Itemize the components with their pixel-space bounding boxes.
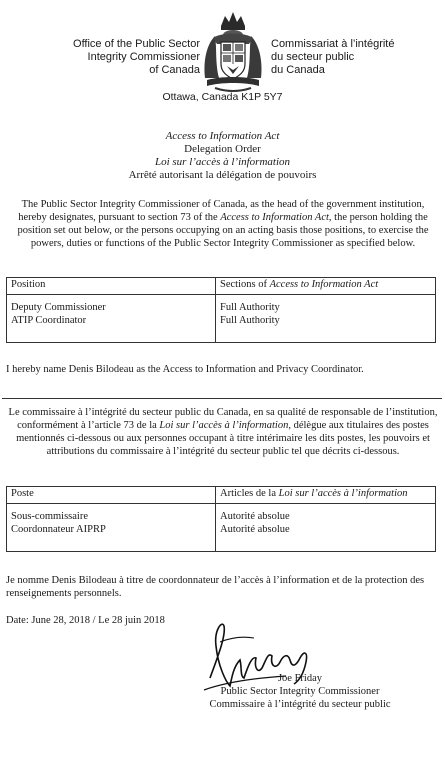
para-fr-act: Loi sur l’accès à l’information	[159, 420, 289, 431]
office-name-en-line: of Canada	[149, 64, 200, 76]
para-en-act: Access to Information Act	[220, 212, 329, 223]
office-name-fr-line: du secteur public	[271, 51, 355, 63]
document-date: Date: June 28, 2018 / Le 28 juin 2018	[6, 615, 165, 626]
coat-of-arms-icon	[201, 8, 265, 94]
authorities-cell	[216, 295, 436, 343]
document-titles	[0, 130, 445, 182]
position-item: Coordonnateur AIPRP	[11, 524, 106, 535]
delegation-table-fr	[6, 486, 436, 552]
title-order-fr: Arrêté autorisant la délégation de pouvoirs	[128, 169, 317, 181]
para-en-text-end: , the person holding the position set out below, or the persons occupying on an acting basis those positions, to exercise the powers, duties or functions of the Public Sector Integrity Commissioner as specified below.	[17, 212, 429, 249]
signatory-title-en: Public Sector Integrity Commissioner	[220, 686, 380, 697]
authority-item: Autorité absolue	[220, 524, 290, 535]
table-header-row	[7, 487, 436, 504]
column-header-sections	[216, 278, 436, 295]
para-fr-text: Le commissaire à l’intégrité du secteur public du Canada, en sa qualité de responsable de l’institution, conformément à l’article 73 de la	[8, 407, 438, 431]
coordinator-naming-fr: Je nomme Denis Bilodeau à titre de coordonnateur de l’accès à l’information et de la protection des renseignements personnels.	[6, 575, 425, 599]
delegation-table-en	[6, 277, 436, 343]
authority-item: Full Authority	[220, 302, 280, 313]
table-header-row	[7, 278, 436, 295]
title-act-fr: Loi sur l’accès à l’information	[154, 156, 291, 168]
title-act-en: Access to Information Act	[165, 130, 280, 142]
designation-paragraph-en	[8, 198, 438, 250]
column-header-act: Loi sur l’accès à l’information	[278, 488, 408, 499]
position-item: Sous-commissaire	[11, 511, 88, 522]
signatory-name: Joe Friday	[277, 673, 323, 684]
table-row	[7, 295, 436, 343]
coordinator-naming-en: I hereby name Denis Bilodeau as the Access to Information and Privacy Coordinator.	[6, 364, 364, 375]
column-header-position: Poste	[7, 487, 216, 504]
column-header-prefix: Articles de la	[220, 488, 279, 499]
office-name-fr	[271, 38, 431, 77]
positions-cell	[7, 295, 216, 343]
column-header-position: Position	[7, 278, 216, 295]
title-order-en: Delegation Order	[184, 143, 261, 155]
office-name-en-line: Integrity Commissioner	[87, 51, 200, 63]
column-header-prefix: Sections of	[220, 279, 270, 290]
positions-cell	[7, 504, 216, 552]
position-item: Deputy Commissioner	[11, 302, 106, 313]
signature-block	[200, 672, 400, 711]
table-row	[7, 504, 436, 552]
designation-paragraph-fr	[8, 406, 438, 458]
office-name-en	[40, 38, 200, 77]
office-name-fr-line: du Canada	[271, 64, 325, 76]
column-header-act: Access to Information Act	[269, 279, 379, 290]
office-name-fr-line: Commissariat à l’intégrité	[271, 38, 395, 50]
office-address: Ottawa, Canada K1P 5Y7	[162, 91, 283, 103]
column-header-sections	[216, 487, 436, 504]
office-name-en-line: Office of the Public Sector	[73, 38, 200, 50]
signatory-title-fr: Commissaire à l’intégrité du secteur public	[209, 699, 391, 710]
authority-item: Autorité absolue	[220, 511, 290, 522]
authorities-cell	[216, 504, 436, 552]
position-item: ATIP Coordinator	[11, 315, 87, 326]
section-divider	[2, 398, 442, 399]
para-en-text: The Public Sector Integrity Commissioner of Canada, as the head of the government institution, hereby designates, pursuant to section 73 of the	[18, 199, 425, 223]
authority-item: Full Authority	[220, 315, 280, 326]
para-fr-text-end: , délègue aux titulaires des postes mentionnés ci-dessous ou aux personnes occupant à titre intérimaire les dits postes, les pouvoirs et attributions du commissaire à l’intégrité du secteur public tel que décrits ci-dessous.	[16, 420, 430, 457]
